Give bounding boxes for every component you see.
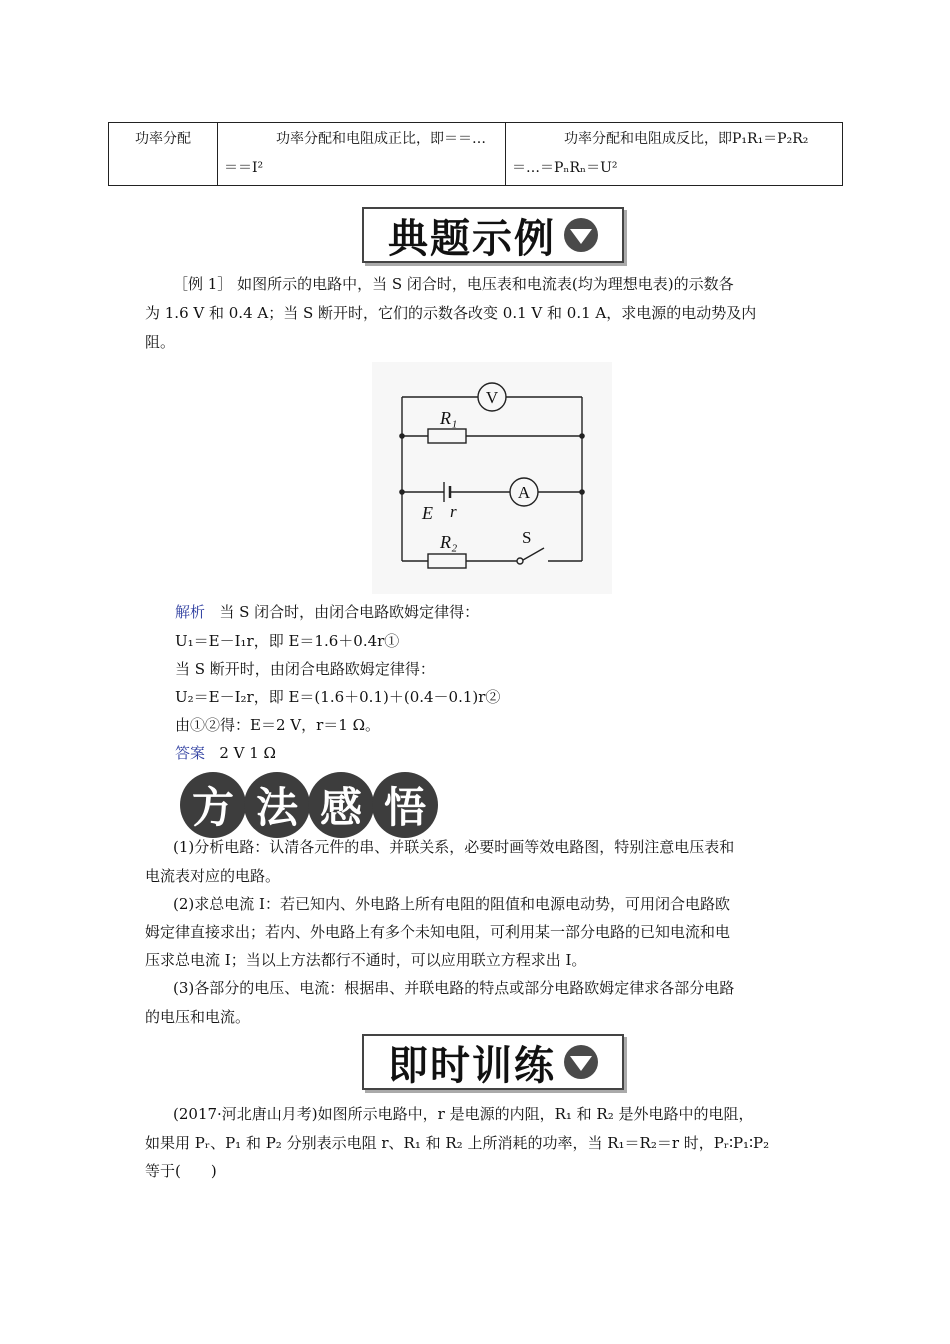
answer-text: 2 V 1 Ω	[219, 744, 276, 762]
power-table	[108, 122, 843, 186]
switch-label: S	[522, 528, 532, 547]
example-line-2: 为 1.6 V 和 0.4 A；当 S 断开时，它们的示数各改变 0.1 V 和 0.1 A，求电源的电动势及内	[145, 304, 757, 322]
answer-label: 答案	[175, 744, 206, 762]
method-p3-a: (3)各部分的电压、电流：根据串、并联电路的特点或部分电路欧姆定律求各部分电路	[173, 979, 735, 997]
practice-line-2: 如果用 Pᵣ、P₁ 和 P₂ 分别表示电阻 r、R₁ 和 R₂ 上所消耗的功率，当 R₁＝R₂＝r 时，Pᵣ∶P₁∶P₂	[145, 1134, 770, 1152]
table-cell-parallel: 功率分配和电阻成反比，即P₁R₁＝P₂R₂＝…＝PₙRₙ＝U²	[506, 123, 843, 186]
method-p2-c: 压求总电流 I；当以上方法都行不通时，可以应用联立方程求出 I。	[145, 951, 587, 969]
solution-line-3: 当 S 断开时，由闭合电路欧姆定律得：	[175, 660, 435, 678]
solution-line-4: U₂＝E－I₂r，即 E＝(1.6＋0.1)＋(0.4－0.1)r②	[175, 688, 501, 706]
method-char-1: 方	[180, 772, 246, 838]
triangle-down-icon	[564, 1045, 598, 1079]
banner-examples	[362, 207, 624, 263]
example-line-1: ［例 1］ 如图所示的电路中，当 S 闭合时，电压表和电流表(均为理想电表)的示数各	[173, 275, 734, 293]
r1-label: R₁	[440, 408, 458, 428]
solution-label: 解析	[175, 603, 206, 621]
table-cell-series: 功率分配和电阻成正比，即＝＝…＝＝I²	[218, 123, 506, 186]
answer-line	[175, 739, 875, 768]
method-p3-b: 的电压和电流。	[145, 1008, 251, 1026]
solution-text-1: 当 S 闭合时，由闭合电路欧姆定律得：	[219, 603, 480, 621]
banner-practice-title: 即时训练	[388, 1042, 556, 1089]
method-p2-b: 姆定律直接求出；若内、外电路上有多个未知电阻，可利用某一部分电路的已知电流和电	[145, 923, 731, 941]
solution-line-1	[175, 598, 875, 627]
method-char-2: 法	[244, 772, 310, 838]
solution-line-5: 由①②得：E＝2 V，r＝1 Ω。	[175, 716, 381, 734]
emf-label: E	[422, 503, 433, 523]
banner-practice	[362, 1034, 624, 1090]
table-row-head: 功率分配	[109, 123, 218, 186]
method-p2-a: (2)求总电流 I：若已知内、外电路上所有电阻的阻值和电源电动势，可用闭合电路欧	[173, 895, 730, 913]
method-p1-a: (1)分析电路：认清各元件的串、并联关系，必要时画等效电路图，特别注意电压表和	[173, 838, 735, 856]
method-banner	[180, 772, 436, 838]
practice-line-3: 等于( )	[145, 1162, 217, 1180]
r2-label: R₂	[440, 532, 458, 552]
ammeter-label: A	[517, 483, 531, 502]
method-p1-b: 电流表对应的电路。	[145, 867, 281, 885]
example-line-3: 阻。	[145, 333, 176, 351]
solution-line-2: U₁＝E－I₁r，即 E＝1.6＋0.4r①	[175, 632, 400, 650]
triangle-down-icon	[564, 218, 598, 252]
banner-examples-title: 典题示例	[388, 215, 556, 262]
method-char-4: 悟	[372, 772, 438, 838]
method-char-3: 感	[308, 772, 374, 838]
practice-line-1: (2017·河北唐山月考)如图所示电路中，r 是电源的内阻，R₁ 和 R₂ 是外电路中的电阻，	[173, 1105, 754, 1123]
circuit-diagram	[372, 362, 612, 594]
voltmeter-label: V	[485, 388, 499, 407]
internal-resistance-label: r	[450, 502, 457, 521]
